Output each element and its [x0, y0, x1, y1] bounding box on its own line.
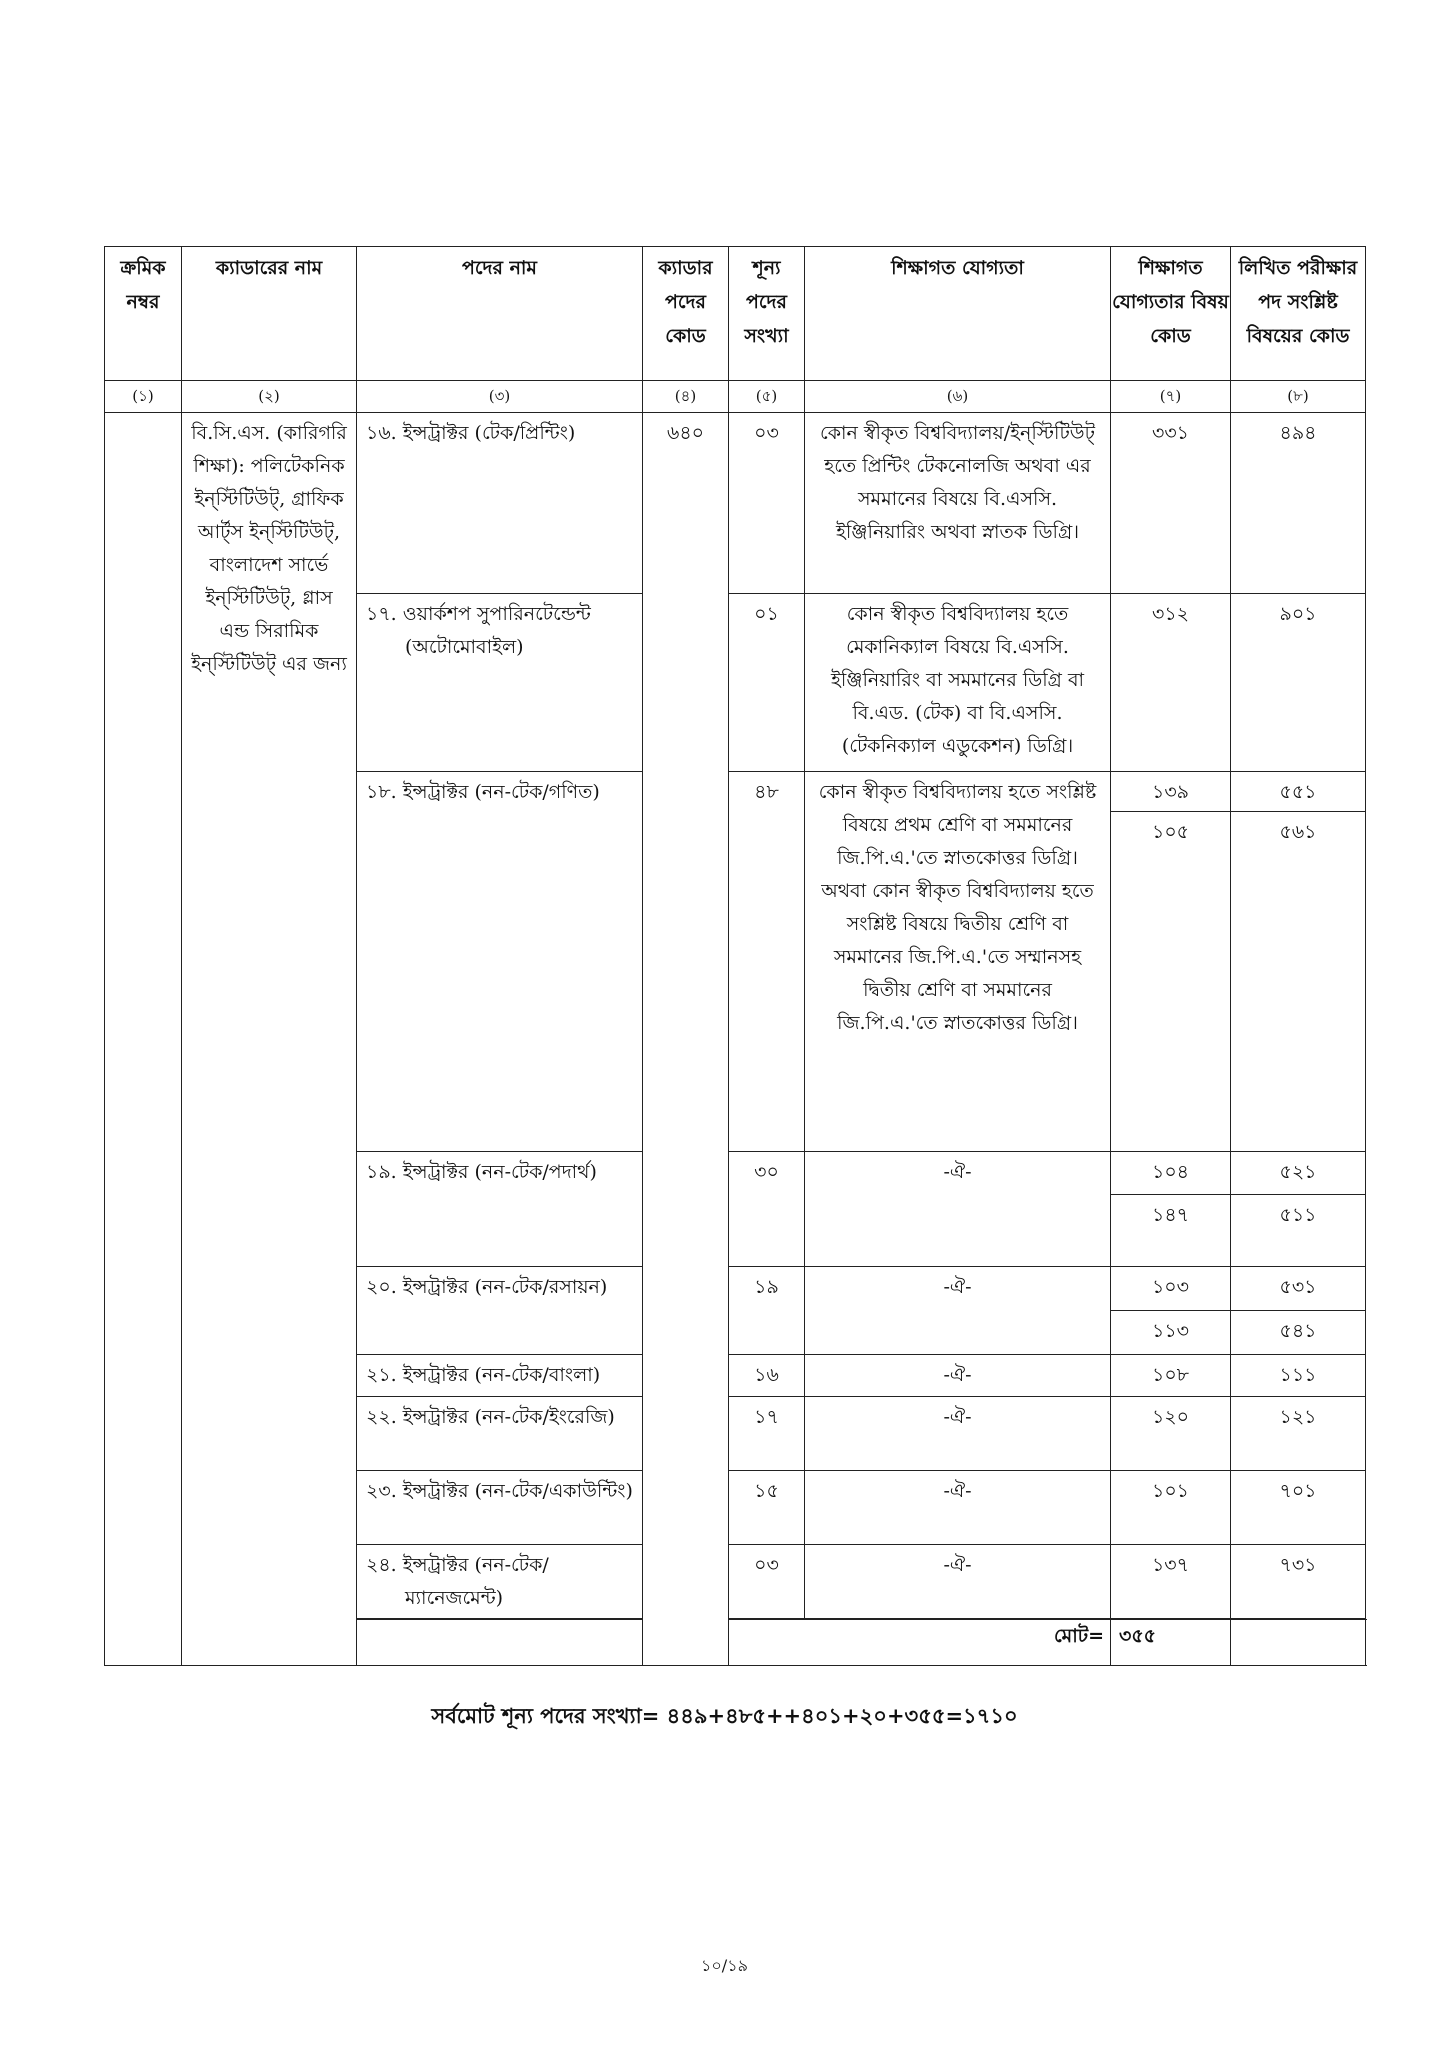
post-name: ১৯. ইন্সট্রাক্টর (নন-টেক/পদার্থ) — [357, 1152, 643, 1267]
edu-code: ১২০ — [1111, 1397, 1231, 1471]
header-serial: ক্রমিক নম্বর — [105, 247, 182, 381]
exam-code: ৫৩১ — [1231, 1267, 1366, 1311]
edu-code: ১০৪ — [1111, 1152, 1231, 1195]
exam-code: ৫৬১ — [1231, 812, 1366, 1152]
grand-total: সর্বমোট শূন্য পদের সংখ্যা= ৪৪৯+৪৮৫++৪০১+২০+৩৫৫=১৭১০ — [431, 1703, 1018, 1728]
vacancy-count: ৩০ — [729, 1152, 805, 1267]
exam-code: ১২১ — [1231, 1397, 1366, 1471]
post-name: ২৩. ইন্সট্রাক্টর (নন-টেক/একাউন্টিং) — [357, 1471, 643, 1545]
header-cadre-name: ক্যাডারের নাম — [182, 247, 357, 381]
qualification: -ঐ- — [805, 1267, 1111, 1355]
vacancy-count: ০৩ — [729, 1545, 805, 1619]
header-qualification: শিক্ষাগত যোগ্যতা — [805, 247, 1111, 381]
edu-code: ১৩৭ — [1111, 1545, 1231, 1619]
exam-code: ৯০১ — [1231, 594, 1366, 772]
header-post-name: পদের নাম — [357, 247, 643, 381]
vacancy-count: ০৩ — [729, 413, 805, 594]
header-row — [105, 247, 1366, 381]
qualification: -ঐ- — [805, 1355, 1111, 1397]
edu-code: ৩১২ — [1111, 594, 1231, 772]
edu-code: ৩৩১ — [1111, 413, 1231, 594]
table-row — [105, 413, 1366, 594]
header-edu-code: শিক্ষাগত যোগ্যতার বিষয় কোড — [1111, 247, 1231, 381]
header-exam-code: লিখিত পরীক্ষার পদ সংশ্লিষ্ট বিষয়ের কোড — [1231, 247, 1366, 381]
col-number: (৭) — [1111, 381, 1231, 413]
edu-code: ১০৮ — [1111, 1355, 1231, 1397]
col-number: (৪) — [643, 381, 729, 413]
post-name: ১৮. ইন্সট্রাক্টর (নন-টেক/গণিত) — [357, 772, 643, 1152]
post-name: ২২. ইন্সট্রাক্টর (নন-টেক/ইংরেজি) — [357, 1397, 643, 1471]
edu-code: ১০৩ — [1111, 1267, 1231, 1311]
cadre-name: বি.সি.এস. (কারিগরি শিক্ষা): পলিটেকনিক ইন্‌স্টিটিউট্, গ্রাফিক আর্ট্‌স ইন্‌স্টিটিউট্, বাংলাদেশ সার্ভে ইন্‌স্টিটিউট্, গ্লাস এন্ড সিরামিক ইন্‌স্টিটিউট্ এর জন্য — [182, 413, 357, 1666]
qualification: -ঐ- — [805, 1471, 1111, 1545]
vacancy-count: ১৯ — [729, 1267, 805, 1355]
post-name: ১৬. ইন্সট্রাক্টর (টেক/প্রিন্টিং) — [357, 413, 643, 594]
serial-cell — [105, 413, 182, 1666]
col-number: (১) — [105, 381, 182, 413]
vacancy-count: ১৭ — [729, 1397, 805, 1471]
qualification: কোন স্বীকৃত বিশ্ববিদ্যালয় হতে মেকানিক্যাল বিষয়ে বি.এসসি. ইঞ্জিনিয়ারিং বা সমমানের ডিগ্রি বা বি.এড. (টেক) বা বি.এসসি. (টেকনিক্যাল এডুকেশন) ডিগ্রি। — [805, 594, 1111, 772]
vacancy-count: ১৫ — [729, 1471, 805, 1545]
col-number: (৮) — [1231, 381, 1366, 413]
edu-code: ১৩৯ — [1111, 772, 1231, 812]
post-name: ১৭. ওয়ার্কশপ সুপারিনটেন্ডেন্ট (অটোমোবাইল) — [357, 594, 643, 772]
exam-code: ৫৪১ — [1231, 1311, 1366, 1355]
header-vacancies: শূন্য পদের সংখ্যা — [729, 247, 805, 381]
post-name: ২৪. ইন্সট্রাক্টর (নন-টেক/ম্যানেজমেন্ট) — [357, 1545, 643, 1619]
edu-code: ১০৫ — [1111, 812, 1231, 1152]
vacancy-count: ০১ — [729, 594, 805, 772]
total-value: ৩৫৫ — [1111, 1620, 1231, 1666]
col-number: (৩) — [357, 381, 643, 413]
vacancy-count: ৪৮ — [729, 772, 805, 1152]
exam-code: ৫২১ — [1231, 1152, 1366, 1195]
exam-code: ৫১১ — [1231, 1195, 1366, 1267]
page-number: ১০/১৯ — [701, 1956, 748, 1975]
vacancy-table — [104, 246, 1366, 1666]
edu-code: ১৪৭ — [1111, 1195, 1231, 1267]
qualification: কোন স্বীকৃত বিশ্ববিদ্যালয় হতে সংশ্লিষ্ট বিষয়ে প্রথম শ্রেণি বা সমমানের জি.পি.এ.'তে স্নাতকোত্তর ডিগ্রি। অথবা কোন স্বীকৃত বিশ্ববিদ্যালয় হতে সংশ্লিষ্ট বিষয়ে দ্বিতীয় শ্রেণি বা সমমানের জি.পি.এ.'তে সম্মানসহ দ্বিতীয় শ্রেণি বা সমমানের জি.পি.এ.'তে স্নাতকোত্তর ডিগ্রি। — [805, 772, 1111, 1152]
post-name: ২১. ইন্সট্রাক্টর (নন-টেক/বাংলা) — [357, 1355, 643, 1397]
post-name: ২০. ইন্সট্রাক্টর (নন-টেক/রসায়ন) — [357, 1267, 643, 1355]
total-empty — [1231, 1620, 1366, 1666]
qualification: -ঐ- — [805, 1545, 1111, 1619]
exam-code: ৭০১ — [1231, 1471, 1366, 1545]
column-number-row — [105, 381, 1366, 413]
exam-code: ৫৫১ — [1231, 772, 1366, 812]
exam-code: ৪৯৪ — [1231, 413, 1366, 594]
total-label: মোট= — [357, 1620, 1111, 1666]
col-number: (৫) — [729, 381, 805, 413]
edu-code: ১১৩ — [1111, 1311, 1231, 1355]
header-cadre-code: ক্যাডার পদের কোড — [643, 247, 729, 381]
vacancy-count: ১৬ — [729, 1355, 805, 1397]
col-number: (৬) — [805, 381, 1111, 413]
col-number: (২) — [182, 381, 357, 413]
qualification: কোন স্বীকৃত বিশ্ববিদ্যালয়/ইন্‌স্টিটিউট্ হতে প্রিন্টিং টেকনোলজি অথবা এর সমমানের বিষয়ে বি.এসসি. ইঞ্জিনিয়ারিং অথবা স্নাতক ডিগ্রি। — [805, 413, 1111, 594]
exam-code: ৭৩১ — [1231, 1545, 1366, 1619]
edu-code: ১০১ — [1111, 1471, 1231, 1545]
exam-code: ১১১ — [1231, 1355, 1366, 1397]
qualification: -ঐ- — [805, 1397, 1111, 1471]
cadre-code: ৬৪০ — [643, 413, 729, 1666]
qualification: -ঐ- — [805, 1152, 1111, 1267]
